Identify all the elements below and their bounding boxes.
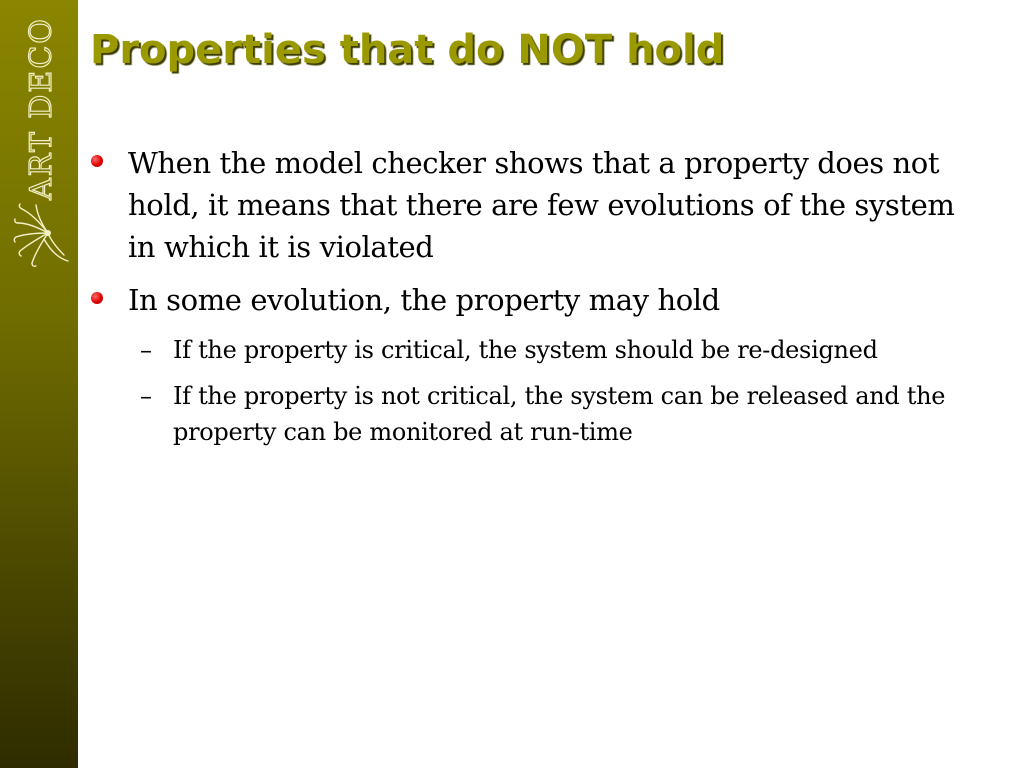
dash-icon: – xyxy=(140,382,152,410)
sunburst-icon xyxy=(12,195,70,270)
sub-bullet-item xyxy=(86,332,986,368)
bullet-text: In some evolution, the property may hold xyxy=(128,283,720,317)
bullet-dot-icon xyxy=(91,292,103,304)
logo-wordmark: ART DECO xyxy=(23,16,59,200)
bullet-item xyxy=(86,142,986,268)
bullet-text: When the model checker shows that a property does not hold, it means that there are few evolutions of the system in which it is violated xyxy=(128,146,955,264)
sub-bullet-item xyxy=(86,378,986,450)
sidebar xyxy=(0,0,78,768)
sub-bullet-text: If the property is not critical, the system can be released and the property can be monitored at run-time xyxy=(173,382,946,446)
bullet-dot-icon xyxy=(91,155,103,167)
art-deco-logo xyxy=(12,10,70,270)
sub-bullet-text: If the property is critical, the system should be re-designed xyxy=(173,336,878,364)
bullet-item xyxy=(86,279,986,321)
slide-body xyxy=(86,142,986,460)
dash-icon: – xyxy=(140,336,152,364)
slide-title: Properties that do NOT hold xyxy=(90,27,725,73)
